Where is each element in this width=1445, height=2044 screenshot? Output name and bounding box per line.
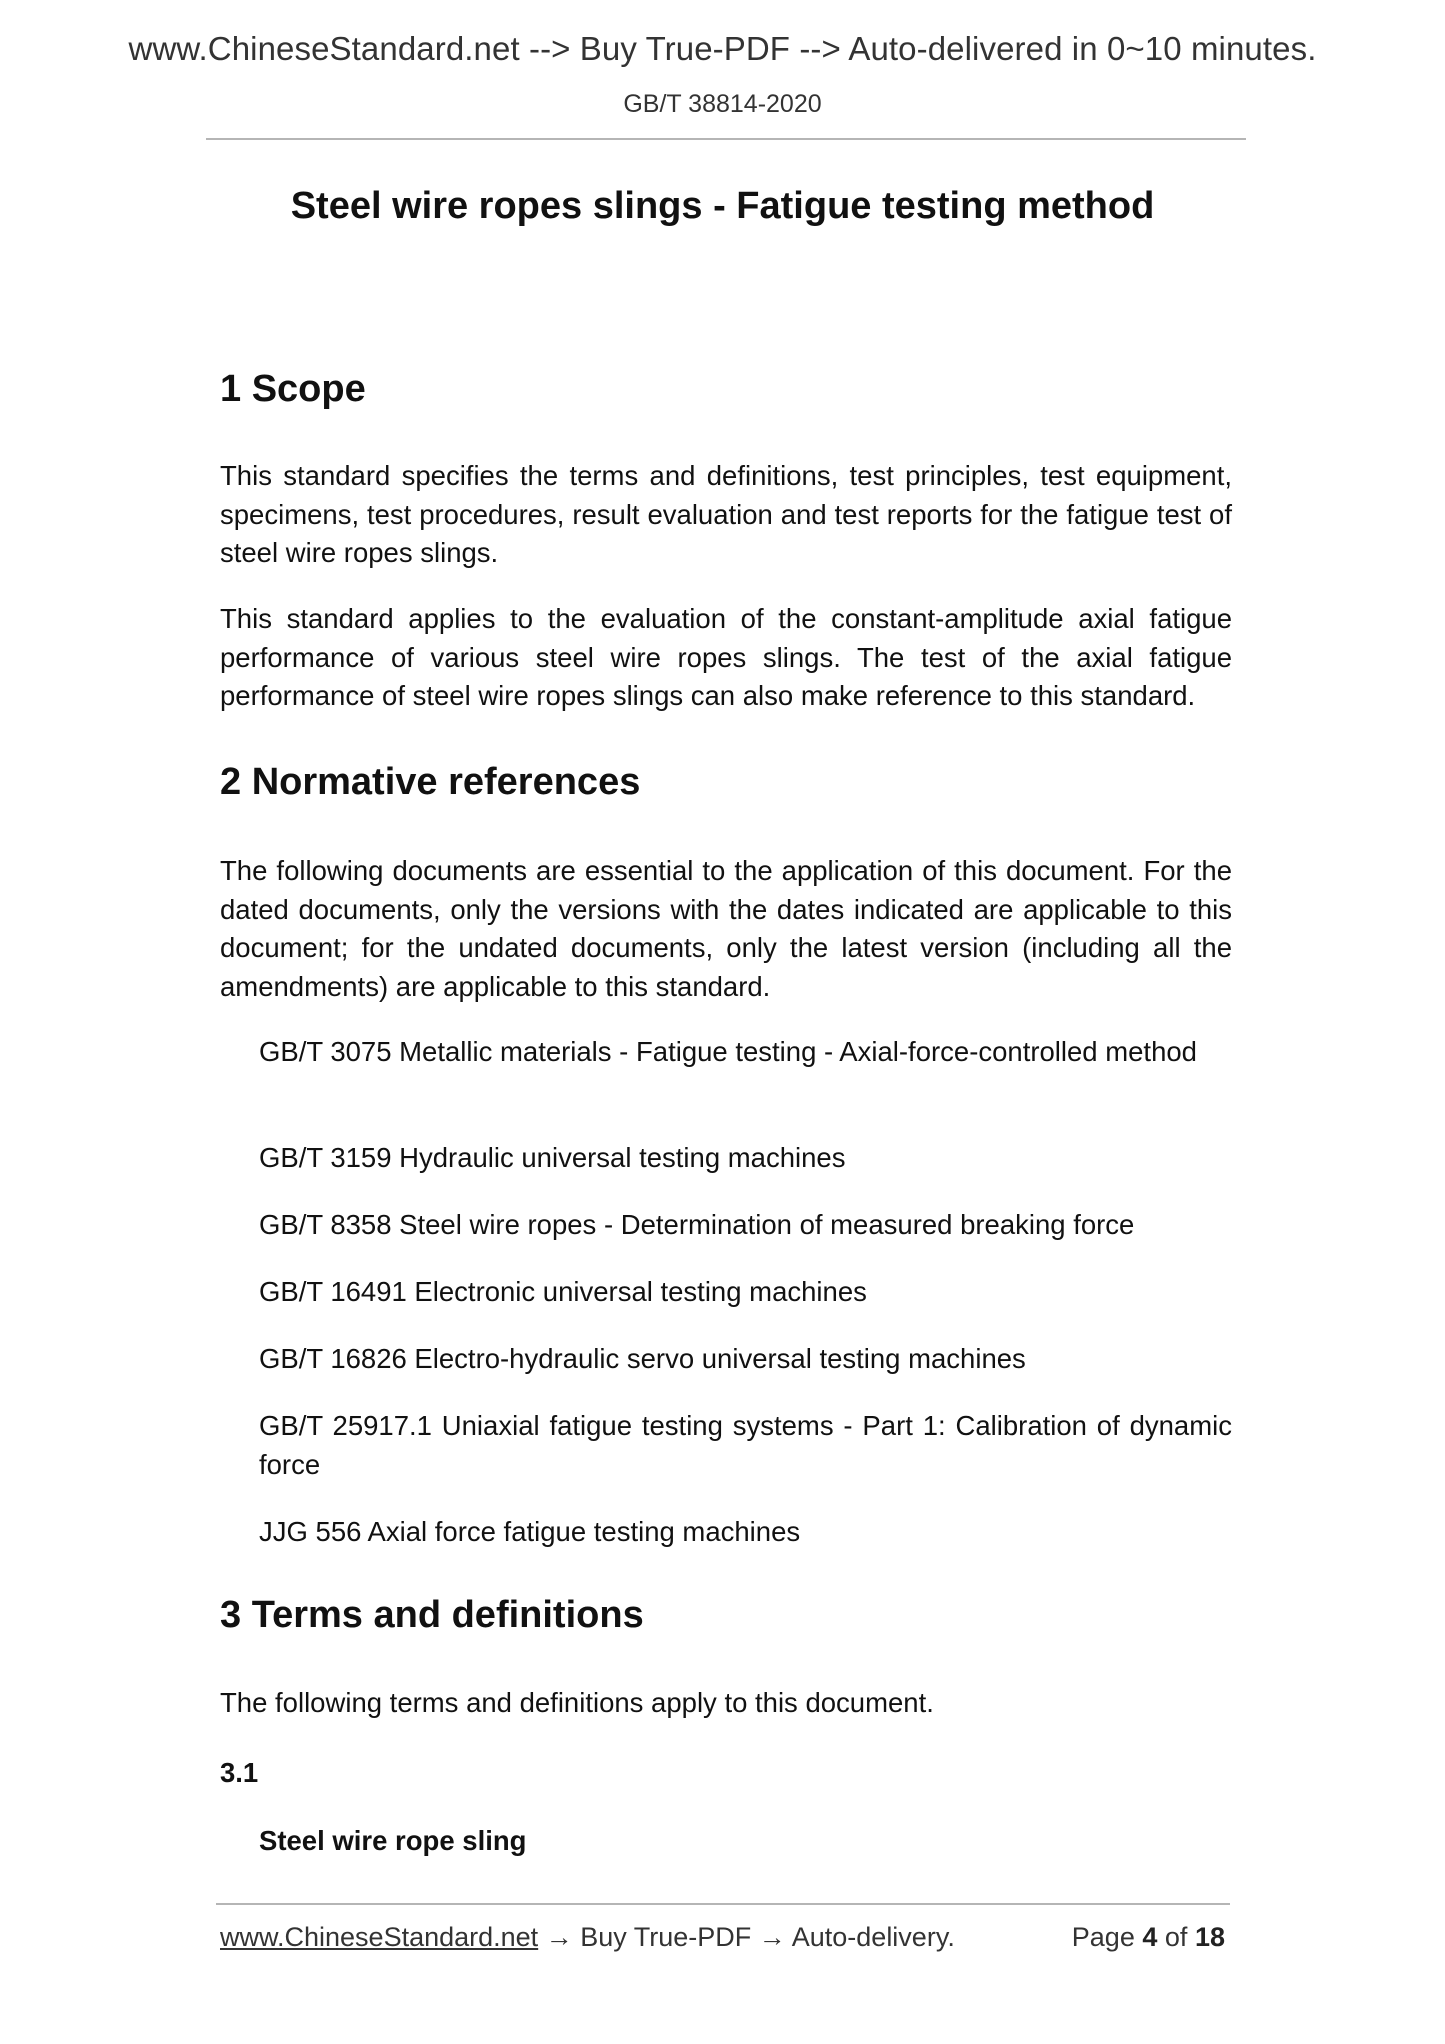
page-total: 18 bbox=[1194, 1922, 1225, 1952]
reference-item: GB/T 3075 Metallic materials - Fatigue testing - Axial-force-controlled method bbox=[259, 1036, 1197, 1067]
scope-paragraph: This standard applies to the evaluation of the constant-amplitude axial fatigue performance of various steel wire ropes slings. The test of the axial fatigue performance of steel wire ropes slings can also make reference to this standard. bbox=[220, 603, 1232, 711]
page-footer bbox=[220, 1922, 1225, 1953]
footer-promo-text: → Buy True-PDF → Auto-delivery. bbox=[538, 1922, 955, 1952]
terms-intro: The following terms and definitions apply to this document. bbox=[220, 1687, 934, 1718]
reference-item: GB/T 3159 Hydraulic universal testing machines bbox=[259, 1142, 846, 1173]
section-heading-normative-references: 2 Normative references bbox=[220, 761, 641, 803]
reference-item: GB/T 8358 Steel wire ropes - Determination of measured breaking force bbox=[259, 1209, 1135, 1240]
normative-references-intro: The following documents are essential to the application of this document. For the dated documents, only the versions with the dates indicated are applicable to this document; for the undated documents, only the latest version (including all the amendments) are applicable to this standard. bbox=[220, 855, 1232, 1002]
reference-item: GB/T 16491 Electronic universal testing machines bbox=[259, 1276, 867, 1307]
scope-paragraph: This standard specifies the terms and definitions, test principles, test equipment, specimens, test procedures, result evaluation and test reports for the fatigue test of steel wire ropes slings. bbox=[220, 460, 1232, 568]
page-label: Page bbox=[1071, 1922, 1135, 1952]
section-heading-scope: 1 Scope bbox=[220, 368, 366, 410]
reference-item: GB/T 25917.1 Uniaxial fatigue testing systems - Part 1: Calibration of dynamic force bbox=[259, 1410, 1232, 1480]
reference-item: JJG 556 Axial force fatigue testing machines bbox=[259, 1516, 801, 1547]
reference-item: GB/T 16826 Electro-hydraulic servo universal testing machines bbox=[259, 1343, 1026, 1374]
page-current: 4 bbox=[1142, 1922, 1158, 1952]
page-of-label: of bbox=[1164, 1922, 1188, 1952]
page-number bbox=[1072, 1922, 1225, 1953]
standard-code: GB/T 38814-2020 bbox=[623, 90, 822, 118]
term-name: Steel wire rope sling bbox=[259, 1825, 527, 1856]
footer-divider bbox=[216, 1903, 1230, 1905]
clause-number: 3.1 bbox=[220, 1757, 259, 1788]
top-banner: www.ChineseStandard.net --> Buy True-PDF --> Auto-delivered in 0~10 minutes. bbox=[128, 30, 1317, 67]
document-title: Steel wire ropes slings - Fatigue testing method bbox=[290, 185, 1155, 227]
section-heading-terms: 3 Terms and definitions bbox=[220, 1594, 644, 1636]
header-divider bbox=[206, 138, 1246, 140]
footer-website-link[interactable]: www.ChineseStandard.net bbox=[220, 1922, 539, 1952]
